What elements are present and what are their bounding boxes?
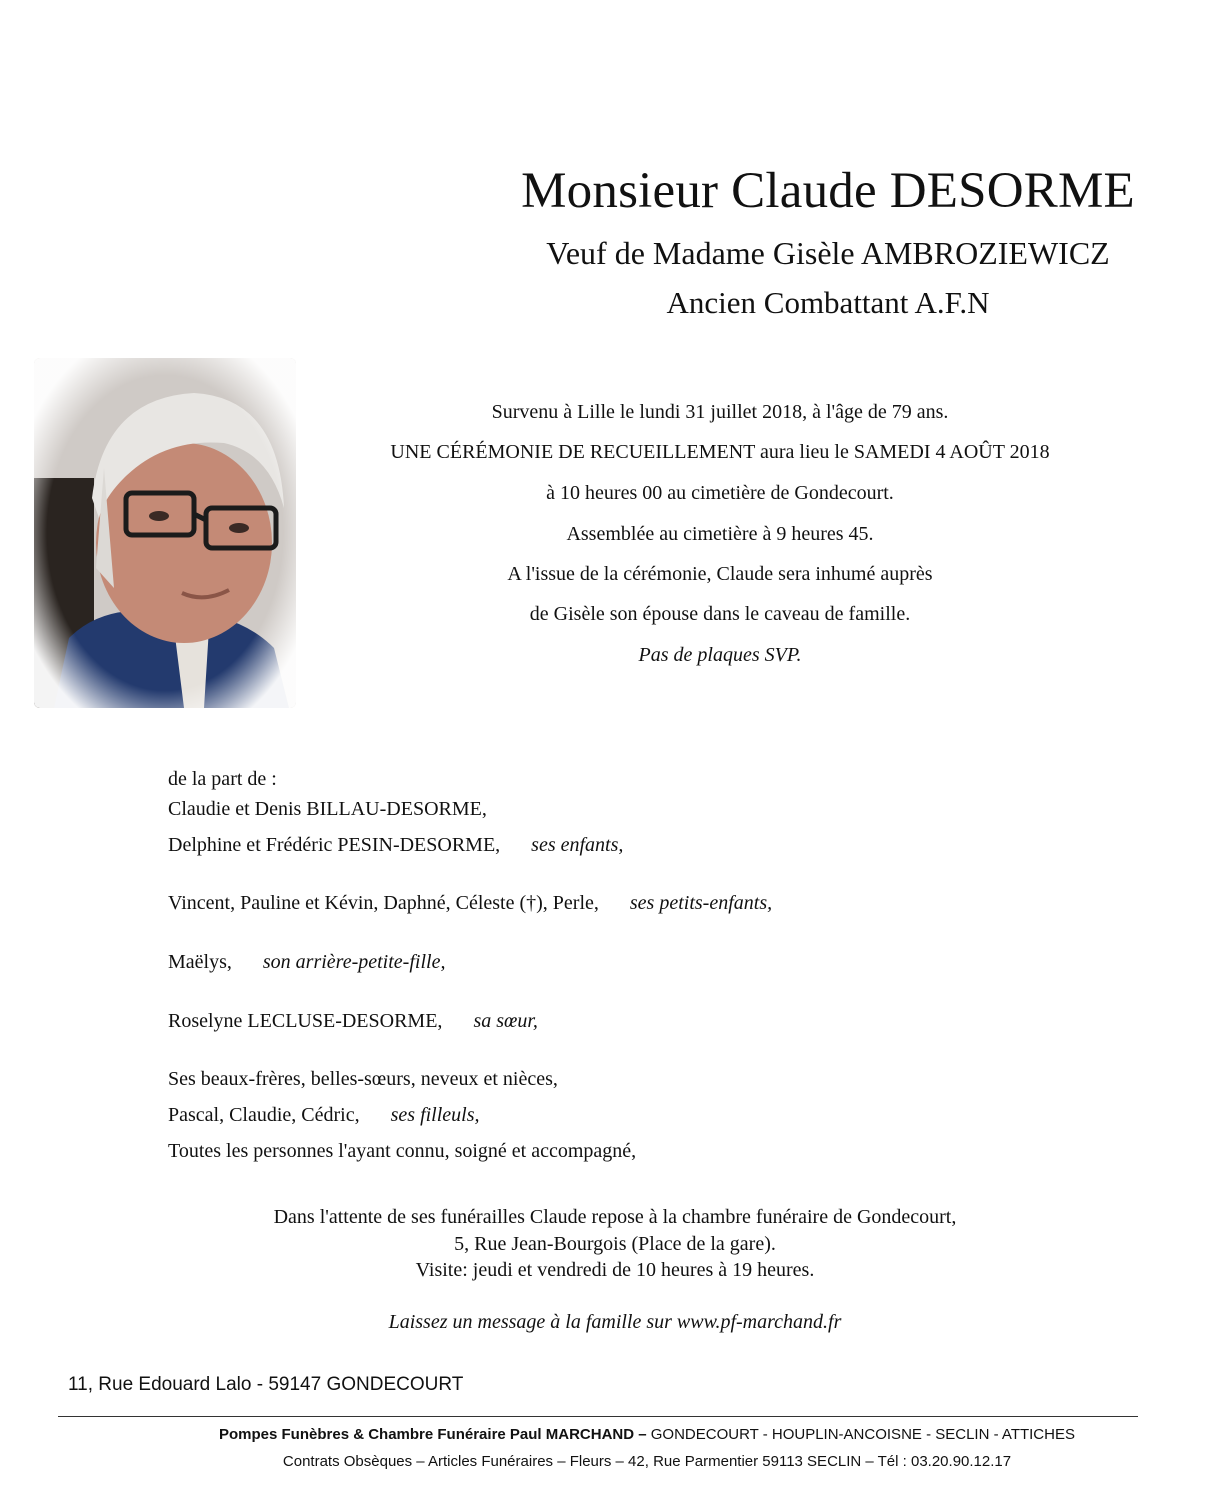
announcement-line: de Gisèle son épouse dans le caveau de famille. (529, 603, 911, 625)
family-godchildren-row (168, 1104, 480, 1127)
family-great: Maëlys, (168, 951, 232, 973)
announcement-line: Assemblée au cimetière à 9 heures 45. (566, 523, 874, 545)
family-role: sa sœur, (473, 1010, 538, 1032)
address-line: 11, Rue Edouard Lalo - 59147 GONDECOURT (68, 1374, 464, 1395)
family-role: ses enfants, (531, 834, 624, 856)
family-grandchildren: Vincent, Pauline et Kévin, Daphné, Céleste (†), Perle, (168, 892, 599, 914)
announcement-line: A l'issue de la cérémonie, Claude sera inhumé auprès (507, 563, 933, 585)
family-role: ses petits-enfants, (629, 892, 773, 914)
divider (58, 1416, 1138, 1417)
family-others: Toutes les personnes l'ayant connu, soigné et accompagné, (168, 1140, 637, 1162)
repose-block (120, 1206, 1110, 1336)
family-godchildren: Pascal, Claudie, Cédric, (168, 1104, 360, 1126)
announcement-note: Pas de plaques SVP. (638, 644, 802, 666)
family-sister: Roselyne LECLUSE-DESORME, (168, 1010, 443, 1032)
announcement-line: à 10 heures 00 au cimetière de Gondecourt. (546, 482, 894, 504)
family-child-row (168, 834, 623, 857)
family-grandchildren-row (168, 892, 772, 915)
announcement-line: UNE CÉRÉMONIE DE RECUEILLEMENT aura lieu le SAMEDI 4 AOÛT 2018 (390, 441, 1050, 463)
message-link[interactable]: Laissez un message à la famille sur www.pf-marchand.fr (388, 1311, 842, 1333)
family-intro: de la part de : (168, 768, 277, 790)
family-great-row (168, 951, 445, 974)
family-inlaws: Ses beaux-frères, belles-sœurs, neveux et nièces, (168, 1068, 558, 1090)
veteran-line: Ancien Combattant A.F.N (666, 285, 990, 320)
widow-line: Veuf de Madame Gisèle AMBROZIEWICZ (546, 235, 1110, 271)
repose-line: 5, Rue Jean-Bourgois (Place de la gare). (454, 1233, 776, 1255)
footer-company: Pompes Funèbres & Chambre Funéraire Paul MARCHAND – (219, 1426, 647, 1443)
footer-locations: GONDECOURT - HOUPLIN-ANCOISNE - SECLIN - ATTICHES (646, 1426, 1075, 1443)
announcement-line: Survenu à Lille le lundi 31 juillet 2018, à l'âge de 79 ans. (491, 401, 949, 423)
footer-company-line (40, 1426, 1214, 1443)
repose-line: Dans l'attente de ses funérailles Claude repose à la chambre funéraire de Gondecourt, (273, 1206, 957, 1228)
footer-contact-line: Contrats Obsèques – Articles Funéraires – Fleurs – 42, Rue Parmentier 59113 SECLIN – Tél : 03.20.90.12.17 (282, 1453, 1012, 1470)
family-child: Delphine et Frédéric PESIN-DESORME, (168, 834, 501, 856)
family-list (168, 768, 1068, 1168)
family-sister-row (168, 1010, 538, 1033)
repose-line: Visite: jeudi et vendredi de 10 heures à 19 heures. (415, 1259, 815, 1281)
family-child: Claudie et Denis BILLAU-DESORME, (168, 798, 487, 820)
family-role: ses filleuls, (390, 1104, 480, 1126)
announcement-block (320, 401, 1120, 671)
deceased-name: Monsieur Claude DESORME (521, 163, 1135, 219)
family-role: son arrière-petite-fille, (262, 951, 446, 973)
portrait-photo (34, 358, 296, 708)
